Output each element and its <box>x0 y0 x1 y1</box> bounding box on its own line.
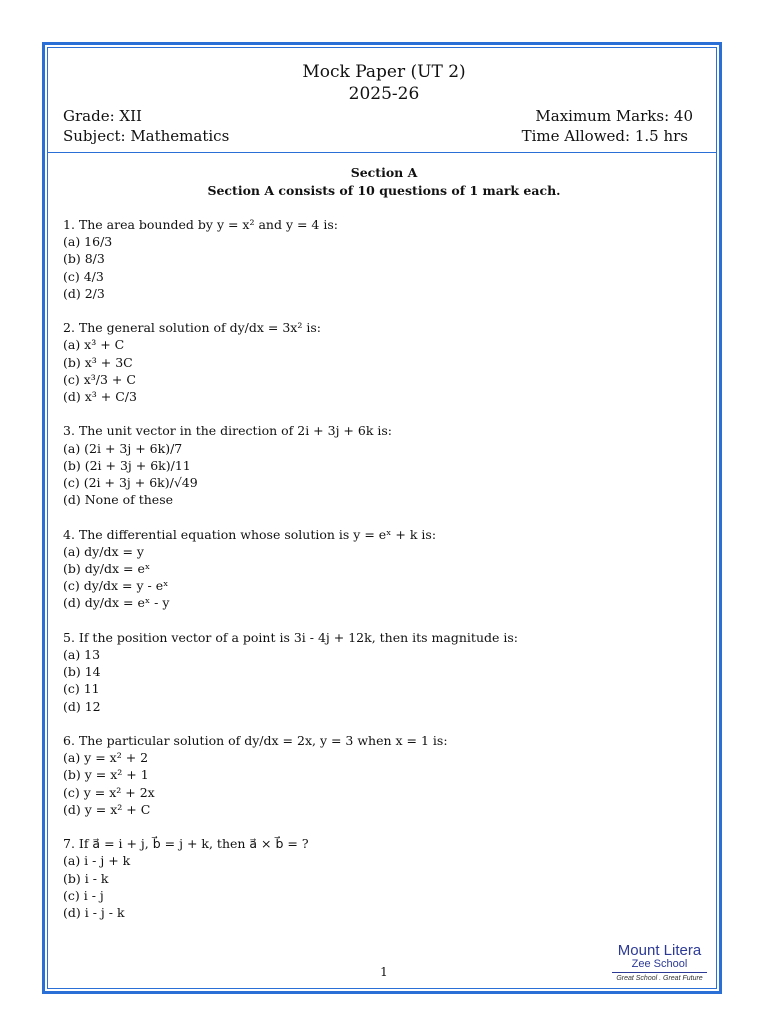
question-text: 4. The differential equation whose solution is y = eˣ + k is: <box>63 526 437 542</box>
question-text: 6. The particular solution of dy/dx = 2x, y = 3 when x = 1 is: <box>63 733 448 749</box>
question-list <box>63 216 683 938</box>
option-d: (d) 2/3 <box>63 285 105 301</box>
option-a: (a) i - j + k <box>63 853 131 869</box>
school-logo <box>612 942 707 982</box>
question-7 <box>63 835 683 921</box>
option-d: (d) dy/dx = eˣ - y <box>63 595 170 611</box>
question-text: 7. If a⃗ = i + j, b⃗ = j + k, then a⃗ × b⃗ = ? <box>63 836 309 852</box>
question-3 <box>63 422 683 508</box>
option-b: (b) y = x² + 1 <box>63 767 149 783</box>
question-5 <box>63 629 683 715</box>
option-d: (d) 12 <box>63 698 101 714</box>
option-a: (a) x³ + C <box>63 337 125 353</box>
option-a: (a) y = x² + 2 <box>63 750 149 766</box>
question-text: 2. The general solution of dy/dx = 3x² is: <box>63 320 321 336</box>
option-d: (d) x³ + C/3 <box>63 389 137 405</box>
question-2 <box>63 319 683 405</box>
logo-tagline: Great School . Great Future <box>616 975 703 982</box>
question-6 <box>63 732 683 818</box>
page-number: 1 <box>380 965 388 979</box>
logo-name: Mount Litera <box>617 942 702 959</box>
option-c: (c) 4/3 <box>63 268 104 284</box>
option-d: (d) y = x² + C <box>63 801 151 817</box>
time-allowed-label: Time Allowed: 1.5 hrs <box>521 127 688 145</box>
question-text: 3. The unit vector in the direction of 2i + 3j + 6k is: <box>63 423 392 439</box>
question-4 <box>63 526 683 612</box>
option-a: (a) dy/dx = y <box>63 543 144 559</box>
grade-label: Grade: XII <box>63 107 142 125</box>
header-divider <box>47 152 717 153</box>
option-b: (b) 14 <box>63 664 101 680</box>
section-title: Section A <box>350 165 418 180</box>
option-b: (b) x³ + 3C <box>63 354 133 370</box>
option-c: (c) dy/dx = y - eˣ <box>63 578 169 594</box>
option-d: (d) i - j - k <box>63 905 125 921</box>
option-a: (a) (2i + 3j + 6k)/7 <box>63 440 183 456</box>
option-c: (c) (2i + 3j + 6k)/√49 <box>63 475 198 491</box>
subject-label: Subject: Mathematics <box>63 127 230 145</box>
question-text: 5. If the position vector of a point is 3i - 4j + 12k, then its magnitude is: <box>63 629 518 645</box>
section-instructions: Section A consists of 10 questions of 1 mark each. <box>207 183 561 198</box>
option-c: (c) 11 <box>63 681 100 697</box>
option-b: (b) 8/3 <box>63 251 105 267</box>
option-d: (d) None of these <box>63 492 174 508</box>
logo-subtitle: Zee School <box>612 958 707 973</box>
question-text: 1. The area bounded by y = x² and y = 4 is: <box>63 217 338 232</box>
option-a: (a) 16/3 <box>63 234 113 250</box>
paper-title: Mock Paper (UT 2) <box>302 62 466 82</box>
max-marks-label: Maximum Marks: 40 <box>535 107 693 125</box>
question-1 <box>63 216 683 302</box>
option-c: (c) y = x² + 2x <box>63 784 155 800</box>
option-b: (b) dy/dx = eˣ <box>63 561 151 577</box>
option-b: (b) (2i + 3j + 6k)/11 <box>63 457 191 473</box>
option-c: (c) x³/3 + C <box>63 371 136 387</box>
paper-year: 2025-26 <box>348 84 420 104</box>
option-a: (a) 13 <box>63 647 101 663</box>
option-b: (b) i - k <box>63 870 109 886</box>
option-c: (c) i - j <box>63 887 104 903</box>
